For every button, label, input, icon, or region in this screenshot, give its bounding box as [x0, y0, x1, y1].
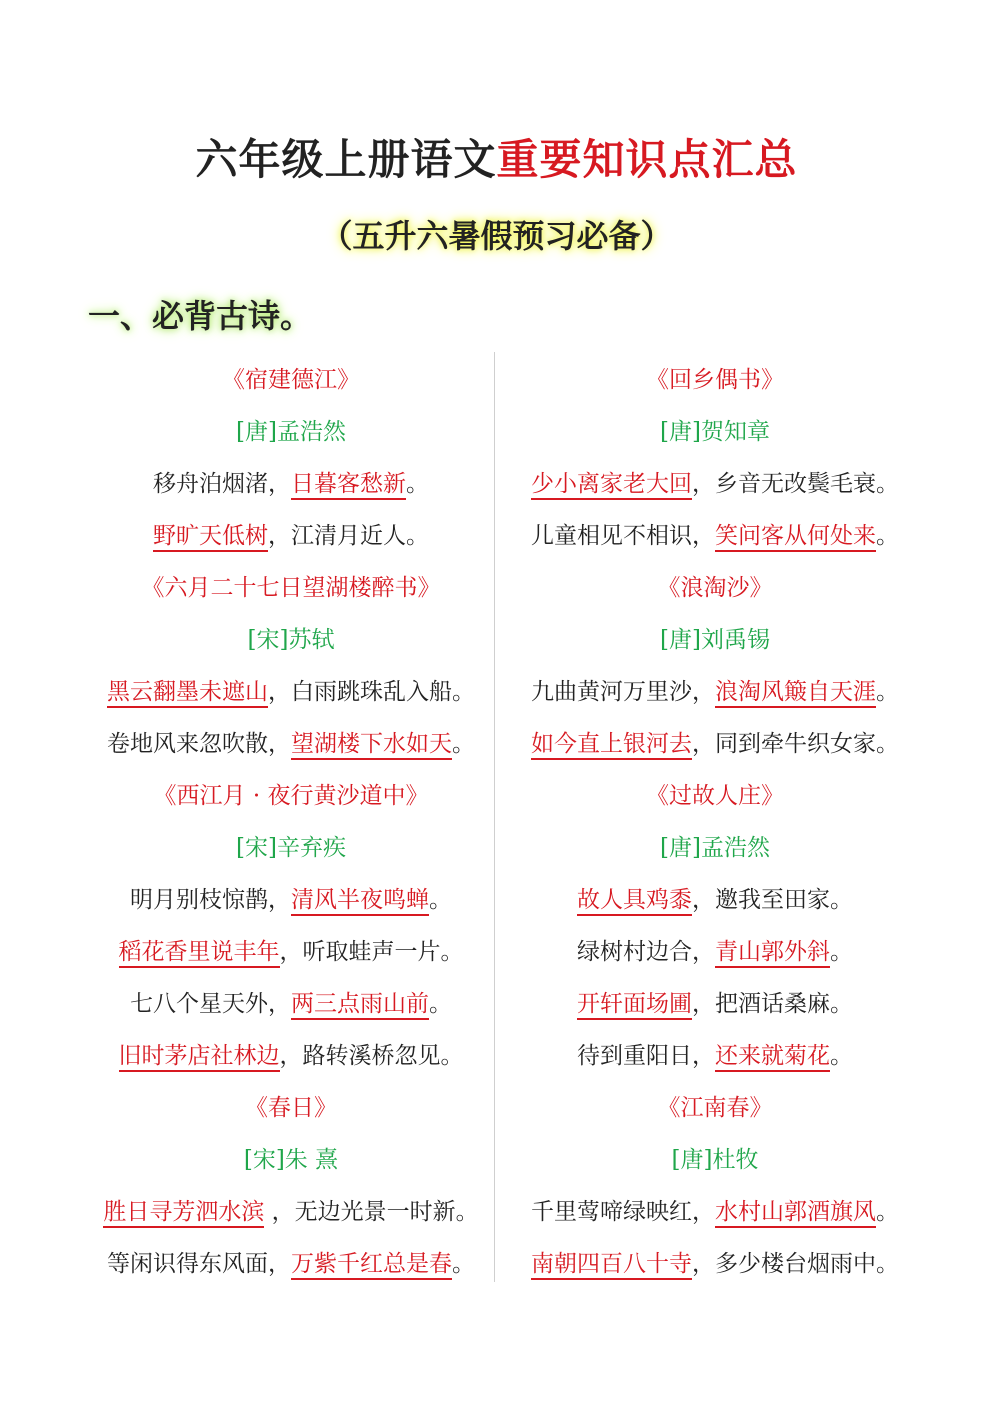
line-text: ，乡音无改鬓毛衰。: [692, 471, 899, 497]
poem-author: [唐]孟浩然: [236, 419, 346, 445]
highlighted-verse: 稻花香里说丰年: [119, 939, 280, 968]
poem-author: [唐]杜牧: [671, 1147, 759, 1173]
highlighted-verse: 望湖楼下水如天: [291, 731, 452, 760]
poem-title: 《江南春》: [657, 1095, 773, 1121]
page-title: [0, 132, 993, 188]
line-punct: 。: [876, 679, 899, 705]
highlighted-verse: 故人具鸡黍: [577, 887, 692, 916]
highlighted-verse: 水村山郭酒旗风: [715, 1199, 876, 1228]
poem-author: [唐]刘禹锡: [660, 627, 770, 653]
line-text: 卷地风来忽吹散，: [107, 731, 291, 757]
line-text: ，同到牵牛织女家。: [692, 731, 899, 757]
poem-line: [88, 926, 494, 978]
line-punct: 。: [429, 991, 452, 1017]
poem-line: [88, 1186, 494, 1238]
highlighted-verse: 清风半夜鸣蝉: [291, 887, 429, 916]
poem-line: [512, 978, 918, 1030]
highlighted-verse: 还来就菊花: [715, 1043, 830, 1072]
highlighted-verse: 胜日寻芳泗水滨: [103, 1199, 264, 1228]
section-heading: 一、必背古诗。: [88, 297, 313, 335]
poem-author: [宋]朱 熹: [243, 1147, 339, 1173]
line-text: ，把酒话桑麻。: [692, 991, 853, 1017]
poem-line: [512, 874, 918, 926]
poem-line: [512, 458, 918, 510]
highlighted-verse: 青山郭外斜: [715, 939, 830, 968]
line-punct: 。: [876, 1199, 899, 1225]
line-text: ，邀我至田家。: [692, 887, 853, 913]
poem-line: [512, 1186, 918, 1238]
poem-line: [512, 926, 918, 978]
poem-line: [512, 666, 918, 718]
highlighted-verse: 南朝四百八十寺: [531, 1251, 692, 1280]
poem-author: [宋]苏轼: [247, 627, 335, 653]
highlighted-verse: 开轩面场圃: [577, 991, 692, 1020]
line-punct: 。: [452, 1251, 475, 1277]
poem-line: [88, 1030, 494, 1082]
line-punct: 。: [830, 1043, 853, 1069]
line-text: 儿童相见不相识，: [531, 523, 715, 549]
poem-line: [88, 1238, 494, 1290]
line-text: 七八个星天外，: [130, 991, 291, 1017]
poem-title: 《西江月 · 夜行黄沙道中》: [153, 783, 429, 809]
poem-title: 《回乡偶书》: [646, 367, 784, 393]
highlighted-verse: 万紫千红总是春: [291, 1251, 452, 1280]
poem-title: 《宿建德江》: [222, 367, 360, 393]
line-text: 待到重阳日，: [577, 1043, 715, 1069]
poem-title: 《过故人庄》: [646, 783, 784, 809]
line-text: 明月别枝惊鹊，: [130, 887, 291, 913]
poem-author: [唐]贺知章: [660, 419, 770, 445]
poem-title: 《浪淘沙》: [657, 575, 773, 601]
poem-line: [512, 1238, 918, 1290]
line-text: 千里莺啼绿映红，: [531, 1199, 715, 1225]
highlighted-verse: 野旷天低树: [153, 523, 268, 552]
poem-title: 《春日》: [245, 1095, 337, 1121]
highlighted-verse: 黑云翻墨未遮山: [107, 679, 268, 708]
poem-title: 《六月二十七日望湖楼醉书》: [141, 575, 441, 601]
line-text: 等闲识得东风面，: [107, 1251, 291, 1277]
highlighted-verse: 两三点雨山前: [291, 991, 429, 1020]
highlighted-verse: 旧时茅店社林边: [119, 1043, 280, 1072]
highlighted-verse: 笑问客从何处来: [715, 523, 876, 552]
poem-line: [512, 718, 918, 770]
line-text: ，听取蛙声一片。: [279, 939, 464, 965]
line-punct: 。: [429, 887, 452, 913]
highlighted-verse: 日暮客愁新: [291, 471, 406, 500]
left-poem-column: [88, 354, 494, 1290]
line-text: 绿树村边合，: [577, 939, 715, 965]
column-divider: [494, 352, 495, 1282]
title-red-part: 重要知识点汇总: [496, 135, 798, 184]
poem-author: [唐]孟浩然: [660, 835, 770, 861]
title-black-part: 六年级上册语文: [195, 135, 497, 184]
line-text: ，江清月近人。: [268, 523, 429, 549]
poem-line: [88, 666, 494, 718]
line-text: ，路转溪桥忽见。: [279, 1043, 464, 1069]
page-subtitle: （五升六暑假预习必备）: [320, 217, 673, 255]
line-text: ，白雨跳珠乱入船。: [268, 679, 475, 705]
line-punct: 。: [452, 731, 475, 757]
line-text: 九曲黄河万里沙，: [531, 679, 715, 705]
poem-line: [512, 1030, 918, 1082]
poem-author: [宋]辛弃疾: [236, 835, 346, 861]
poem-line: [88, 458, 494, 510]
poem-line: [88, 718, 494, 770]
right-poem-column: [512, 354, 918, 1290]
highlighted-verse: 少小离家老大回: [531, 471, 692, 500]
line-text: ，无边光景一时新。: [264, 1199, 479, 1225]
highlighted-verse: 如今直上银河去: [531, 731, 692, 760]
line-punct: 。: [830, 939, 853, 965]
line-text: 移舟泊烟渚，: [153, 471, 291, 497]
line-punct: 。: [406, 471, 429, 497]
line-punct: 。: [876, 523, 899, 549]
poem-line: [88, 874, 494, 926]
poem-line: [88, 510, 494, 562]
highlighted-verse: 浪淘风簸自天涯: [715, 679, 876, 708]
poem-line: [512, 510, 918, 562]
poem-line: [88, 978, 494, 1030]
line-text: ，多少楼台烟雨中。: [692, 1251, 899, 1277]
